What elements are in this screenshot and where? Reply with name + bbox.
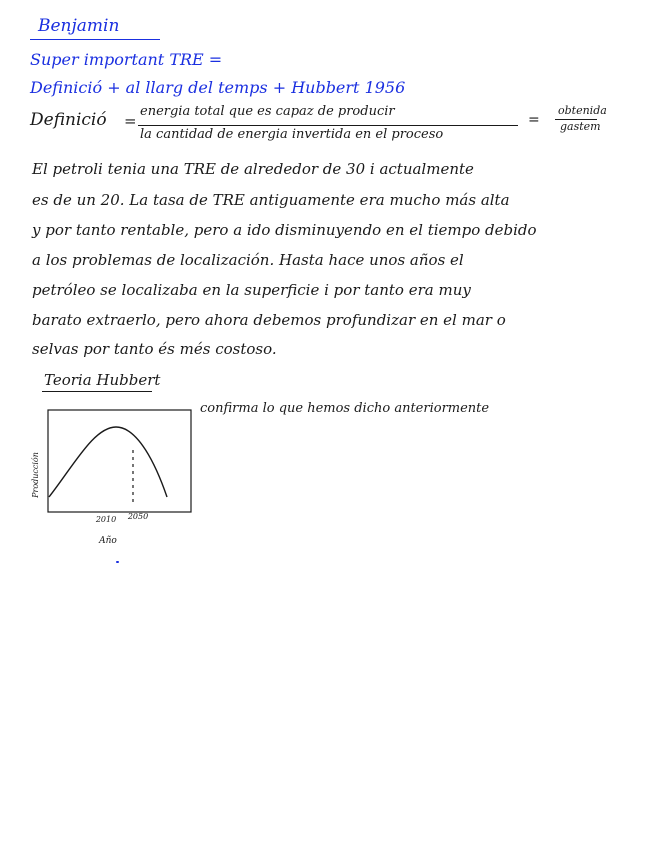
page-title: Benjamin bbox=[38, 16, 120, 36]
definition-denominator: la cantidad de energia invertida en el proceso bbox=[140, 127, 444, 142]
paragraph-line-3: y por tanto rentable, pero a ido disminuyendo en el tiempo debido bbox=[32, 221, 537, 239]
definition-numerator: energia total que es capaz de producir bbox=[140, 104, 395, 119]
graph-tick-2010: 2010 bbox=[95, 515, 117, 524]
paragraph-line-6: barato extraerlo, pero ahora debemos profundizar en el mar o bbox=[32, 311, 506, 329]
paragraph-line-5: petróleo se localizaba en la superficie i por tanto era muy bbox=[32, 281, 471, 299]
title-underline bbox=[30, 39, 160, 40]
graph-x-label: Año bbox=[99, 536, 117, 546]
graph-frame bbox=[48, 410, 191, 512]
hubbert-curve bbox=[49, 427, 167, 497]
paragraph-line-1: El petroli tenia una TRE de alrededor de 30 i actualmente bbox=[32, 160, 474, 178]
paragraph-line-2: es de un 20. La tasa de TRE antiguamente era mucho más alta bbox=[32, 191, 510, 209]
fraction-bar bbox=[138, 125, 518, 126]
definition-label: Definició bbox=[30, 110, 107, 130]
paragraph-line-7: selvas por tanto és més costoso. bbox=[32, 340, 277, 358]
rhs-numerator: obtenida bbox=[558, 104, 607, 117]
section-heading: Teoria Hubbert bbox=[44, 371, 161, 389]
hubbert-curve-sketch bbox=[24, 405, 204, 575]
equals-sign: = bbox=[124, 112, 137, 130]
rhs-denominator: gastem bbox=[560, 120, 601, 133]
section-heading-underline bbox=[42, 391, 152, 392]
blue-line-2: Definició + al llarg del temps + Hubbert 1956 bbox=[30, 78, 406, 97]
paragraph-line-4: a los problemas de localización. Hasta hace unos años el bbox=[32, 251, 464, 269]
blue-line-1: Super important TRE = bbox=[30, 50, 223, 69]
graph-tick-2050: 2050 bbox=[127, 512, 149, 521]
ink-dot bbox=[116, 561, 119, 563]
graph-y-label: Producción bbox=[31, 452, 40, 498]
section-note: confirma lo que hemos dicho anteriormente bbox=[200, 401, 490, 416]
equals-sign-2: = bbox=[528, 112, 540, 128]
